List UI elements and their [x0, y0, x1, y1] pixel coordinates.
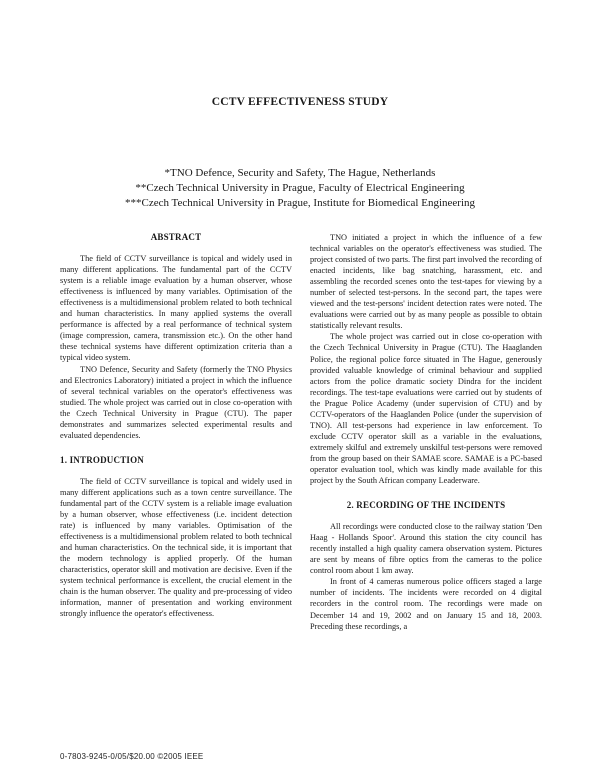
- affiliations: [0, 166, 600, 211]
- abstract-heading: ABSTRACT: [150, 232, 202, 242]
- introduction-paragraph-1: The field of CCTV surveillance is topical and widely used in many different applications such as a town centre surveillance. The fundamental part of the CCTV system is a reliable image evaluation by a human observer, whose effectiveness (i.e. incident detection rate) is influenced by many variables. Optimisation of the effectiveness is a multidimensional problem related to both technical and human characteristics. On the technical side, it is important that the modern technology is applied properly. Of the human characteristics, operator skill and motivation are decisive. Even if the system technical performance is excellent, the crucial element in the chain is the human observer. The quality and pre-processing of video information, manner of presentation and working environment strongly influence the operator's effectiveness.: [60, 476, 292, 619]
- copyright-footer: 0-7803-9245-0/05/$20.00 ©2005 IEEE: [60, 752, 204, 761]
- recording-paragraph-2: In front of 4 cameras numerous police officers staged a large number of incidents. The incidents were recorded on 4 digital recorders in the control room. The recordings were made on December 14 and 19, 2002 and on January 15 and 18, 2003. Preceding these recordings, a: [310, 577, 542, 631]
- affiliation-2: **Czech Technical University in Prague, Faculty of Electrical Engineering: [135, 182, 465, 194]
- abstract-paragraph-1: The field of CCTV surveillance is topical and widely used in many different applications. The fundamental part of the CCTV system is a reliable image evaluation by a human observer, whose effectiveness is influenced by many variables. Optimisation of the effectiveness is a multidimensional problem related to both technical and human characteristics. In many applied systems the overall performance is affected by a real performance of technical system (image compression, camera, transmission etc.). On the other hand these technical systems have different optimization criteria than a typical video system.: [60, 254, 292, 363]
- affiliation-1: *TNO Defence, Security and Safety, The Hague, Netherlands: [164, 167, 436, 179]
- right-column: [310, 232, 542, 632]
- recording-heading: 2. RECORDING OF THE INCIDENTS: [346, 500, 506, 511]
- abstract-paragraph-2: TNO Defence, Security and Safety (formerly the TNO Physics and Electronics Laboratory) initiated a project in which the influence of several technical variables on the operator's effectiveness was studied. The whole project was carried out in close co-operation with the Czech Technical University in Prague (CTU). The paper demonstrates and summarizes selected experimental results and evaluated dependencies.: [60, 364, 292, 440]
- paper-title: CCTV EFFECTIVENESS STUDY: [211, 96, 389, 108]
- recording-paragraph-1: All recordings were conducted close to the railway station 'Den Haag - Hollands Spoor'. Around this station the city council has recently installed a high quality camera observation system. Pictures are sent by means of fibre optics from the cameras to the police control room about 1 km away.: [310, 522, 542, 576]
- right-paragraph-2: The whole project was carried out in close co-operation with the Czech Technical University in Prague (CTU). The Haaglanden Police, the regional police force situated in The Hague, generously provided valuable knowledge of criminal behaviour and supplied actors from the police dramatic society Dindra for the incident recordings. The test-tape evaluations were carried out by students of the Prague Police Academy (under supervision of CTU) and by CCTV-operators of the Haaglanden Police (under the supervision of TNO). All test-persons had experience in law enforcement. To exclude CCTV operator skill as a variable in the evaluations, extremely skilful and extremely unskilful test-persons were removed from the group based on their SAMAE score. SAMAE is a PC-based operator evaluation tool, which was kindly made available for this project by the South African company Leaderware.: [310, 332, 542, 486]
- right-paragraph-1: TNO initiated a project in which the influence of a few technical variables on the operator's effectiveness was studied. The project consisted of two parts. The first part involved the recording of enacted incidents, like bag snatching, harassment, etc. and assembling the recorded scenes onto the test-tapes for viewing by a number of selected test-persons. In the second part, the tapes were viewed and the test-persons' incident detection rates were noted. The evaluations were carried out by as many people as possible to obtain statistically relevant results.: [310, 233, 542, 331]
- left-column: [60, 232, 292, 620]
- affiliation-3: ***Czech Technical University in Prague, Institute for Biomedical Engineering: [124, 197, 475, 209]
- introduction-heading: 1. INTRODUCTION: [60, 454, 145, 465]
